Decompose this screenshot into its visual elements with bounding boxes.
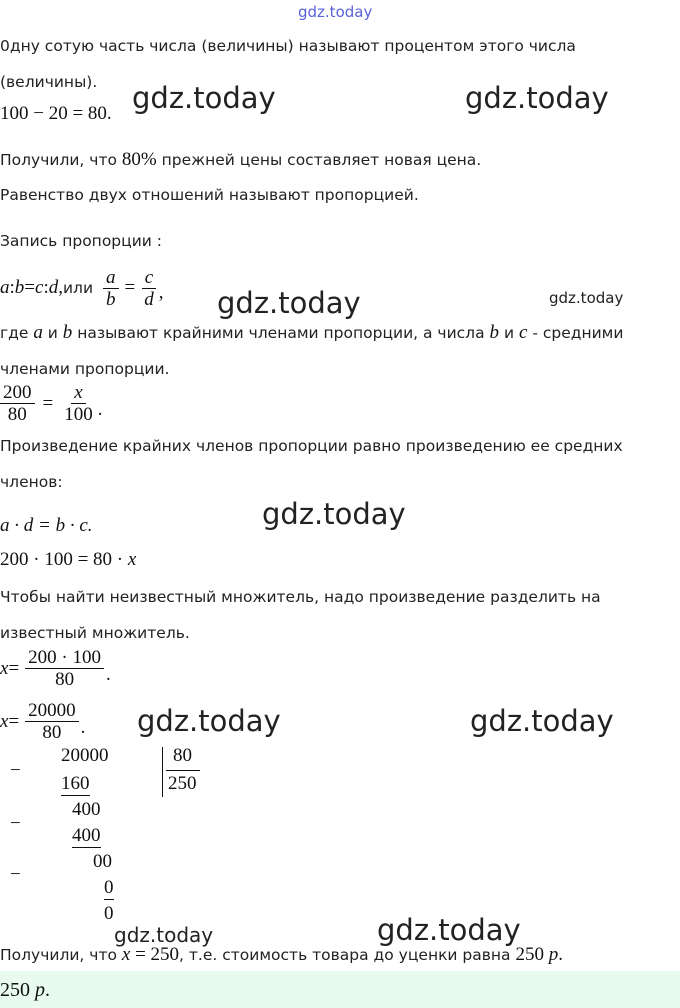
- watermark: gdz.today: [549, 289, 624, 307]
- division-remainder: 400: [72, 799, 101, 820]
- watermark: gdz.today: [114, 923, 214, 947]
- division-divisor-line: [166, 770, 200, 771]
- paragraph-percent-definition-cont: (величины).: [0, 73, 98, 91]
- division-minus: −: [10, 760, 21, 781]
- division-remainder: 0: [104, 903, 114, 924]
- watermark: gdz.today: [217, 286, 361, 320]
- division-minus: −: [10, 813, 21, 834]
- proportion-equation: $\frac{200}{80}$ = $\frac{x}{100}$ .: [0, 382, 102, 425]
- watermark: gdz.today: [132, 81, 276, 115]
- division-dividend: 20000: [61, 745, 109, 766]
- division-quotient: 250: [168, 773, 197, 794]
- watermark: gdz.today: [137, 704, 281, 738]
- watermark-top: gdz.today: [298, 3, 373, 21]
- proportion-formula: a : b = c : d , или $\frac{a}{b}$ = $\frac{c}{d}$ ,: [0, 266, 164, 310]
- watermark: gdz.today: [465, 81, 609, 115]
- division-minus: −: [10, 864, 21, 885]
- division-bar: [162, 747, 163, 797]
- paragraph-unknown-factor-cont: известный множитель.: [0, 624, 190, 642]
- equation-x-fraction: x = $\frac{200 \cdot 100}{80}$ .: [0, 647, 111, 690]
- watermark: gdz.today: [262, 497, 406, 531]
- paragraph-proportion-definition: Равенство двух отношений называют пропорцией.: [0, 186, 419, 204]
- paragraph-conclusion: Получили, что x = 250, т.е. стоимость товара до уценки равна 250 р.: [0, 944, 563, 965]
- answer-value: 250 р.: [0, 979, 50, 1001]
- division-divisor: 80: [173, 745, 192, 766]
- watermark: gdz.today: [377, 913, 521, 947]
- paragraph-proportion-notation: Запись пропорции :: [0, 232, 162, 250]
- paragraph-extreme-middle-terms-cont: членами пропорции.: [0, 360, 170, 378]
- equation-x-simplified: x = $\frac{20000}{80}$ .: [0, 700, 86, 743]
- equation-product-rule: a · d = b · c.: [0, 515, 93, 536]
- paragraph-product-rule: Произведение крайних членов пропорции равно произведению ее средних: [0, 437, 623, 455]
- equation-subtraction: 100 − 20 = 80.: [0, 103, 112, 124]
- division-subtrahend: 0: [104, 877, 114, 898]
- watermark: gdz.today: [470, 704, 614, 738]
- equation-cross-product: 200 · 100 = 80 · x: [0, 549, 137, 570]
- division-subtrahend: 160: [61, 773, 90, 794]
- paragraph-percent-definition: 0дну сотую часть числа (величины) называют процентом этого числа: [0, 37, 576, 55]
- paragraph-extreme-middle-terms: где a и b называют крайними членами пропорции, а числа b и c - средними: [0, 322, 624, 343]
- division-remainder: 00: [93, 851, 112, 872]
- answer-box: [0, 971, 680, 1008]
- division-subtrahend: 400: [72, 825, 101, 846]
- paragraph-unknown-factor: Чтобы найти неизвестный множитель, надо произведение разделить на: [0, 588, 601, 606]
- paragraph-product-rule-cont: членов:: [0, 473, 63, 491]
- paragraph-new-price: Получили, что 80% прежней цены составляет новая цена.: [0, 149, 482, 170]
